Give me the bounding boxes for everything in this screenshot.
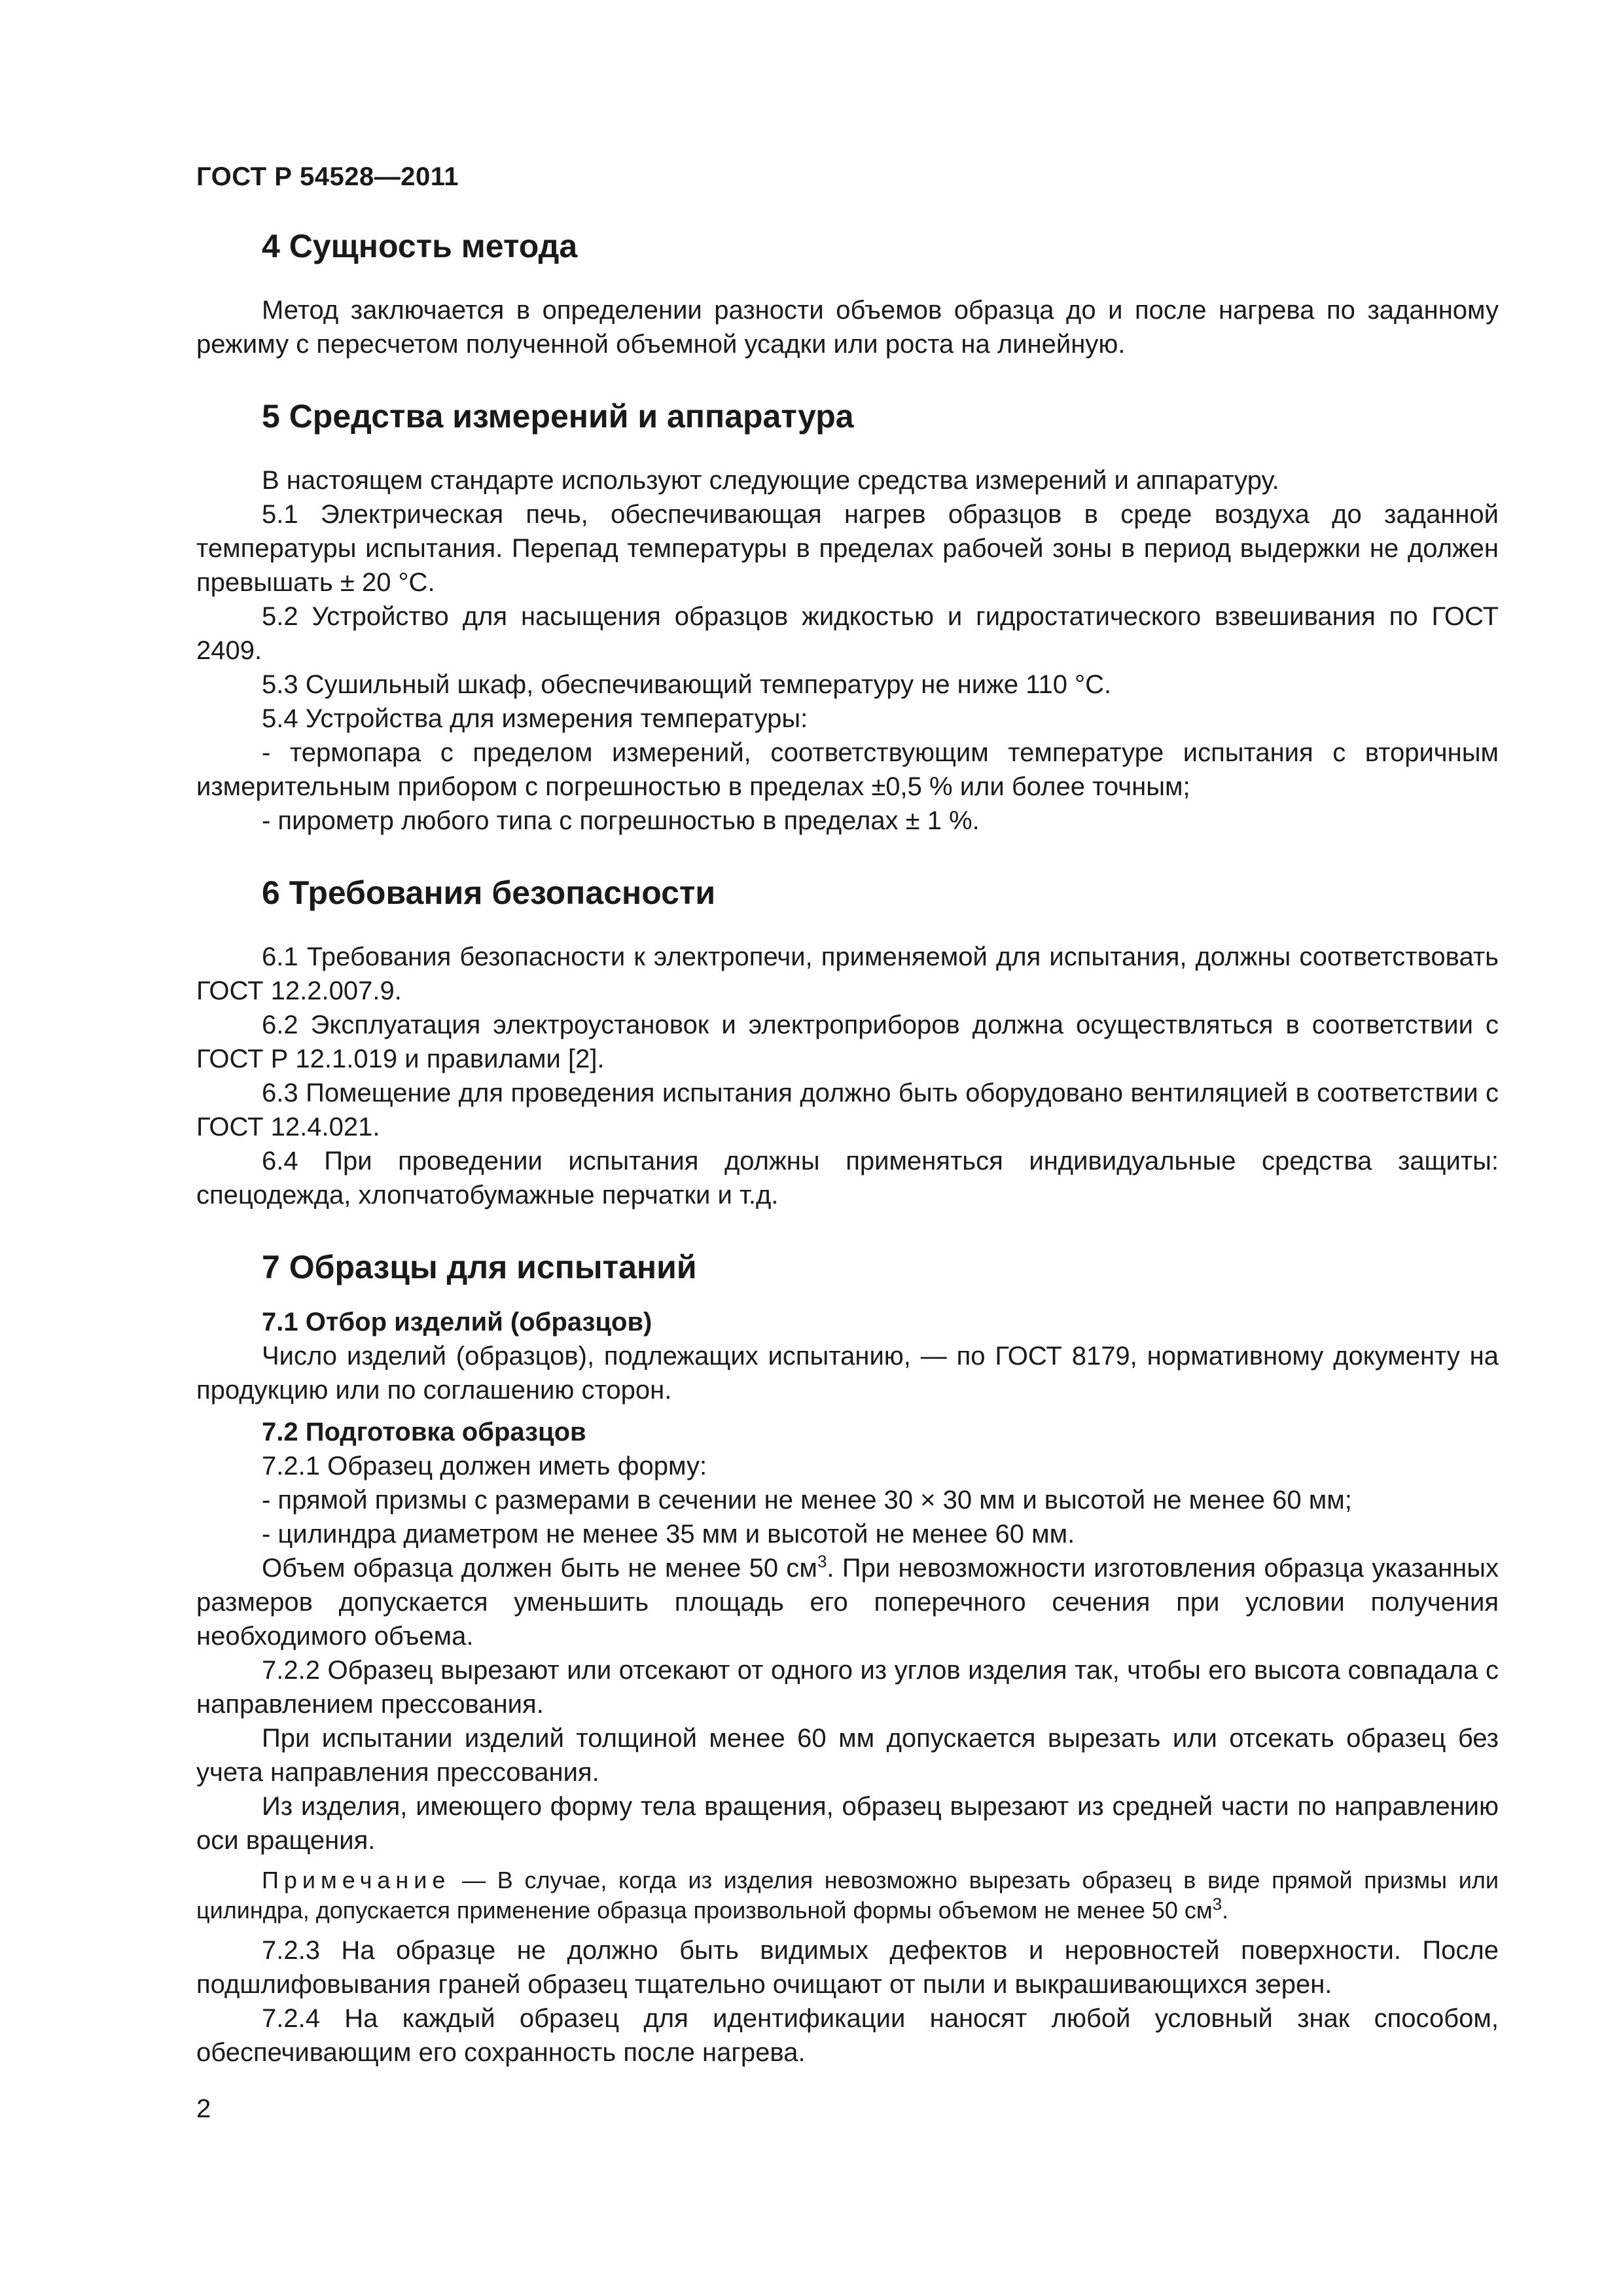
clause-7-2-4: 7.2.4 На каждый образец для идентификации наносят любой условный знак способом, обеспечивающим его сохранность после нагрева. bbox=[196, 2004, 1499, 2067]
volume-paragraph bbox=[196, 1551, 1499, 1653]
clause-7-2-1: 7.2.1 Образец должен иметь форму: bbox=[262, 1452, 707, 1480]
clause-6-4: 6.4 При проведении испытания должны применяться индивидуальные средства защиты: спецодежда, хлопчатобумажные перчатки и т.д. bbox=[196, 1147, 1499, 1210]
subsection-7-1-title: 7.1 Отбор изделий (образцов) bbox=[262, 1308, 652, 1336]
clause-7-2-2: 7.2.2 Образец вырезают или отсекают от одного из углов изделия так, чтобы его высота совпадала с направлением прессования. bbox=[196, 1656, 1499, 1719]
volume-text-end: . При невозможности изготовления образца указанных размеров допускается уменьшить площадь его поперечного сечения при условии получения необходимого объема. bbox=[196, 1554, 1499, 1651]
section-5-title: 5 Средства измерений и аппаратура bbox=[262, 398, 854, 435]
note-text: — В случае, когда из изделия невозможно вырезать образец в виде прямой призмы или цилиндра, допускается применение образца произвольной формы объемом не менее 50 см bbox=[196, 1867, 1499, 1924]
clause-6-3: 6.3 Помещение для проведения испытания должно быть оборудовано вентиляцией в соответствии с ГОСТ 12.4.021. bbox=[196, 1079, 1499, 1141]
section-4-text: Метод заключается в определении разности объемов образца до и после нагрева по заданному режиму с пересчетом полученной объемной усадки или роста на линейную. bbox=[196, 296, 1499, 359]
clause-7-2-2-thin-products: При испытании изделий толщиной менее 60 мм допускается вырезать или отсекать образец без учета направления прессования. bbox=[196, 1724, 1499, 1787]
page-content bbox=[196, 223, 1499, 2070]
section-5-intro: В настоящем стандарте используют следующие средства измерений и аппаратуру. bbox=[262, 466, 1279, 495]
note bbox=[196, 1865, 1499, 1926]
note-end: . bbox=[1222, 1897, 1229, 1924]
clause-7-1-text: Число изделий (образцов), подлежащих испытанию, — по ГОСТ 8179, нормативному документу на продукцию или по соглашению сторон. bbox=[196, 1342, 1499, 1405]
document-code: ГОСТ Р 54528—2011 bbox=[196, 162, 459, 191]
section-4-title: 4 Сущность метода bbox=[262, 228, 578, 264]
volume-text-start: Объем образца должен быть не менее 50 см bbox=[262, 1554, 817, 1583]
clause-6-1: 6.1 Требования безопасности к электропечи, применяемой для испытания, должны соответствовать ГОСТ 12.2.007.9. bbox=[196, 942, 1499, 1005]
cubic-superscript: 3 bbox=[817, 1551, 827, 1571]
list-item-cylinder: - цилиндра диаметром не менее 35 мм и высотой не менее 60 мм. bbox=[262, 1520, 1075, 1549]
list-item-pyrometer: - пирометр любого типа с погрешностью в пределах ± 1 %. bbox=[262, 806, 980, 835]
clause-7-2-2-rotation-body: Из изделия, имеющего форму тела вращения, образец вырезают из средней части по направлению оси вращения. bbox=[196, 1792, 1499, 1855]
clause-6-2: 6.2 Эксплуатация электроустановок и электроприборов должна осуществляться в соответствии с ГОСТ Р 12.1.019 и правилами [2]. bbox=[196, 1011, 1499, 1073]
list-item-thermocouple: - термопара с пределом измерений, соответствующим температуре испытания с вторичным измерительным прибором с погрешностью в пределах ±0,5 % или более точным; bbox=[196, 738, 1499, 801]
note-cubic-superscript: 3 bbox=[1212, 1894, 1222, 1914]
clause-5-2: 5.2 Устройство для насыщения образцов жидкостью и гидростатического взвешивания по ГОСТ 2409. bbox=[196, 602, 1499, 665]
note-label: Примечание bbox=[262, 1867, 451, 1893]
list-item-prism: - прямой призмы с размерами в сечении не менее 30 × 30 мм и высотой не менее 60 мм; bbox=[262, 1486, 1352, 1515]
clause-5-1: 5.1 Электрическая печь, обеспечивающая нагрев образцов в среде воздуха до заданной температуры испытания. Перепад температуры в пределах рабочей зоны в период выдержки не должен превышать ± 20 °С. bbox=[196, 500, 1499, 597]
clause-7-2-3: 7.2.3 На образце не должно быть видимых дефектов и неровностей поверхности. После подшлифовывания граней образец тщательно очищают от пыли и выкрашивающихся зерен. bbox=[196, 1936, 1499, 1999]
clause-5-3: 5.3 Сушильный шкаф, обеспечивающий температуру не ниже 110 °С. bbox=[262, 670, 1112, 699]
page-number: 2 bbox=[196, 2094, 211, 2123]
section-7-title: 7 Образцы для испытаний bbox=[262, 1249, 697, 1285]
clause-5-4: 5.4 Устройства для измерения температуры: bbox=[262, 704, 808, 733]
section-6-title: 6 Требования безопасности bbox=[262, 874, 716, 911]
subsection-7-2-title: 7.2 Подготовка образцов bbox=[262, 1418, 586, 1446]
